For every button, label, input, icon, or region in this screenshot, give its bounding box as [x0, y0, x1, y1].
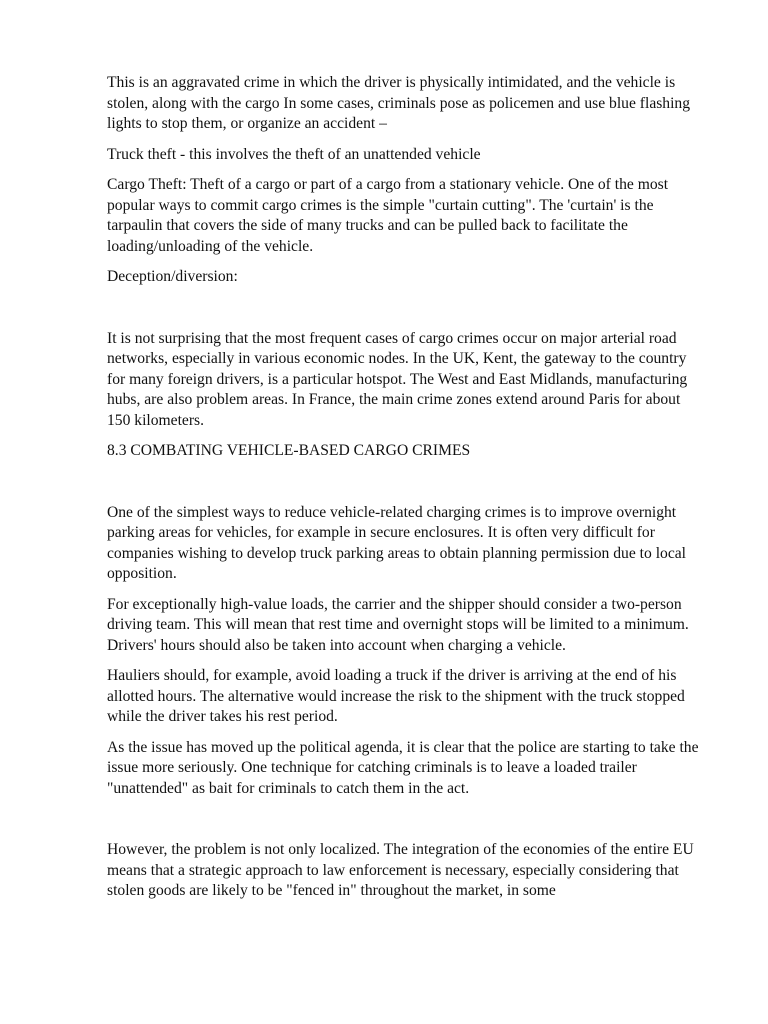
paragraph-overnight-parking: One of the simplest ways to reduce vehicle-related charging crimes is to improve overnight parking areas for vehicles, for example in secure enclosures. It is often very difficult for companies wishing to develop truck parking areas to obtain planning permission due to local opposition. [107, 503, 687, 582]
paragraph-deception-diversion: Deception/diversion: [107, 268, 238, 285]
paragraph-high-value-loads: For exceptionally high-value loads, the carrier and the shipper should consider a two-person driving team. This will mean that rest time and overnight stops will be limited to a minimum. Drivers' hours should also be taken into account when charging a vehicle. [107, 595, 689, 654]
paragraph-cargo-theft: Cargo Theft: Theft of a cargo or part of a cargo from a stationary vehicle. One of the most popular ways to commit cargo crimes is the simple "curtain cutting". The 'curtain' is the tarpaulin that covers the side of many trucks and can be pulled back to facilitate the loading/unloading of the vehicle. [107, 176, 669, 255]
paragraph-hauliers: Hauliers should, for example, avoid loading a truck if the driver is arriving at the end of his allotted hours. The alternative would increase the risk to the shipment with the truck stopped while the driver takes his rest period. [107, 667, 685, 725]
paragraph-aggravated-crime: This is an aggravated crime in which the driver is physically intimidated, and the vehicle is stolen, along with the cargo In some cases, criminals pose as policemen and use blue flashing lights to stop them, or organize an accident – [107, 74, 691, 132]
paragraph-eu-integration: However, the problem is not only localized. The integration of the economies of the entire EU means that a strategic approach to law enforcement is necessary, especially considering that stolen goods are likely to be "fenced in" throughout the market, in some [107, 841, 694, 899]
paragraph-truck-theft: Truck theft - this involves the theft of an unattended vehicle [107, 145, 481, 163]
paragraph-arterial-roads: It is not surprising that the most frequent cases of cargo crimes occur on major arterial road networks, especially in various economic nodes. In the UK, Kent, the gateway to the country for many foreign drivers, is a particular hotspot. The West and East Midlands, manufacturing hubs, are also problem areas. In France, the main crime zones extend around Paris for about 150 kilometers. [107, 329, 688, 429]
blank-line [107, 472, 701, 503]
paragraph-police: As the issue has moved up the political agenda, it is clear that the police are starting to take the issue more seriously. One technique for catching criminals is to leave a loaded trailer "unattended" as bait for criminals to catch them in the act. [107, 738, 699, 797]
section-heading: 8.3 COMBATING VEHICLE-BASED CARGO CRIMES [107, 442, 471, 459]
blank-line [107, 298, 701, 329]
blank-line [107, 809, 701, 840]
document-body [107, 73, 701, 912]
